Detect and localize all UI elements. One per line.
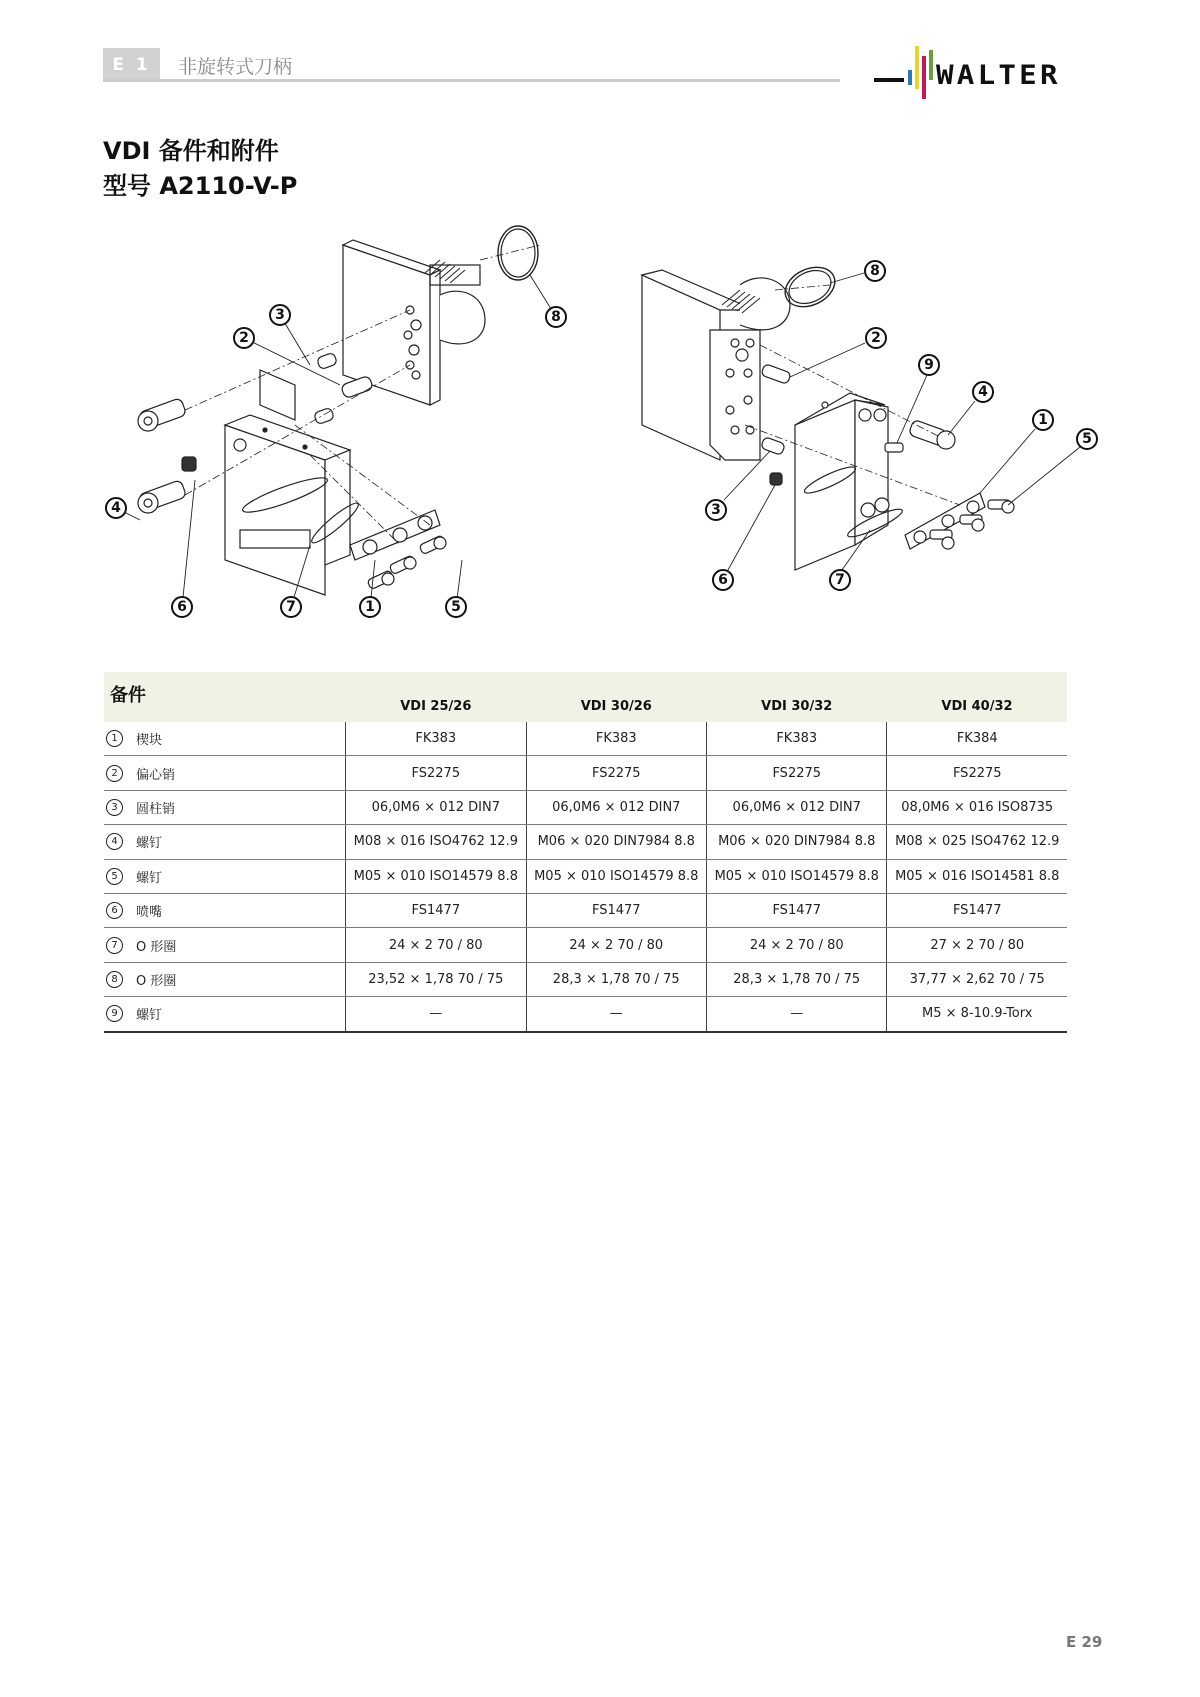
callout-marker: 5 — [445, 596, 467, 618]
part-label-cell — [104, 722, 346, 756]
part-label-cell — [104, 825, 346, 859]
callout-marker: 3 — [705, 499, 727, 521]
section-title: 非旋转式刀柄 — [178, 56, 293, 78]
part-label-cell — [104, 997, 346, 1032]
part-name: 螺钉 — [136, 1008, 163, 1024]
callout-marker: 7 — [280, 596, 302, 618]
part-spec-cell: 06,0M6 × 012 DIN7 — [346, 790, 526, 824]
part-spec-cell: FS1477 — [346, 893, 526, 927]
part-spec-cell: 24 × 2 70 / 80 — [707, 928, 887, 962]
table-row — [104, 722, 1067, 756]
table-row — [104, 825, 1067, 859]
column-header: VDI 40/32 — [941, 699, 1013, 714]
part-spec-cell: FK383 — [346, 722, 526, 756]
part-spec-cell: 24 × 2 70 / 80 — [526, 928, 706, 962]
part-spec-cell: FS1477 — [526, 893, 706, 927]
part-number-badge: 2 — [106, 765, 123, 782]
part-name: O 形圈 — [136, 973, 177, 989]
part-spec-cell: 28,3 × 1,78 70 / 75 — [526, 962, 706, 996]
logo-bar-blue — [908, 70, 912, 85]
part-spec-cell: FS1477 — [887, 893, 1067, 927]
callout-marker: 7 — [829, 569, 851, 591]
spare-parts-table — [104, 672, 1067, 1033]
part-spec-cell: — — [707, 997, 887, 1032]
part-number-badge: 8 — [106, 971, 123, 988]
callout-marker: 6 — [712, 569, 734, 591]
part-number-badge: 5 — [106, 868, 123, 885]
page-subtitle: 型号 A2110-V-P — [103, 172, 298, 200]
part-spec-cell: FK383 — [526, 722, 706, 756]
part-spec-cell: M08 × 025 ISO4762 12.9 — [887, 825, 1067, 859]
part-label-cell — [104, 962, 346, 996]
part-name: 螺钉 — [136, 836, 163, 852]
table-row — [104, 997, 1067, 1032]
table-row — [104, 962, 1067, 996]
table-header-row — [104, 672, 1067, 722]
table-row — [104, 859, 1067, 893]
part-spec-cell: 08,0M6 × 016 ISO8735 — [887, 790, 1067, 824]
part-spec-cell: — — [526, 997, 706, 1032]
part-spec-cell: 37,77 × 2,62 70 / 75 — [887, 962, 1067, 996]
part-spec-cell: FS2275 — [887, 756, 1067, 790]
callout-marker: 6 — [171, 596, 193, 618]
part-spec-cell: 28,3 × 1,78 70 / 75 — [707, 962, 887, 996]
part-spec-cell: M06 × 020 DIN7984 8.8 — [526, 825, 706, 859]
table-row — [104, 756, 1067, 790]
logo-wordmark: WALTER — [936, 60, 1061, 91]
part-spec-cell: FK384 — [887, 722, 1067, 756]
page-title: VDI 备件和附件 — [103, 137, 279, 165]
walter-logo — [872, 44, 1102, 104]
logo-bar-green — [929, 50, 933, 80]
part-spec-cell: FS2275 — [526, 756, 706, 790]
logo-bar-magenta — [922, 56, 926, 99]
table-row — [104, 790, 1067, 824]
part-spec-cell: FS1477 — [707, 893, 887, 927]
part-spec-cell: M05 × 016 ISO14581 8.8 — [887, 859, 1067, 893]
part-spec-cell: M5 × 8-10.9-Torx — [887, 997, 1067, 1032]
part-name: 螺钉 — [136, 870, 163, 886]
part-number-badge: 6 — [106, 902, 123, 919]
callout-marker: 1 — [1032, 409, 1054, 431]
callout-marker: 8 — [545, 306, 567, 328]
part-label-cell — [104, 859, 346, 893]
part-number-badge: 7 — [106, 937, 123, 954]
part-label-cell — [104, 893, 346, 927]
part-name: 楔块 — [136, 733, 163, 749]
part-spec-cell: — — [346, 997, 526, 1032]
callout-marker: 8 — [864, 260, 886, 282]
part-name: 喷嘴 — [136, 905, 163, 921]
part-spec-cell: M06 × 020 DIN7984 8.8 — [707, 825, 887, 859]
column-header: VDI 30/32 — [761, 699, 833, 714]
part-spec-cell: 27 × 2 70 / 80 — [887, 928, 1067, 962]
part-spec-cell: FS2275 — [346, 756, 526, 790]
table-row — [104, 893, 1067, 927]
part-spec-cell: M08 × 016 ISO4762 12.9 — [346, 825, 526, 859]
callout-marker: 1 — [359, 596, 381, 618]
callout-marker: 3 — [269, 304, 291, 326]
logo-bar-yellow — [915, 46, 919, 89]
part-spec-cell: 23,52 × 1,78 70 / 75 — [346, 962, 526, 996]
part-label-cell — [104, 756, 346, 790]
part-spec-cell: 06,0M6 × 012 DIN7 — [707, 790, 887, 824]
callout-marker: 2 — [865, 327, 887, 349]
part-spec-cell: FS2275 — [707, 756, 887, 790]
part-spec-cell: FK383 — [707, 722, 887, 756]
part-spec-cell: 06,0M6 × 012 DIN7 — [526, 790, 706, 824]
part-number-badge: 3 — [106, 799, 123, 816]
header-divider — [103, 79, 840, 82]
diagram-left-drawing — [100, 225, 600, 625]
part-name: O 形圈 — [136, 939, 177, 955]
callout-marker: 2 — [233, 327, 255, 349]
part-number-badge: 4 — [106, 833, 123, 850]
part-spec-cell: M05 × 010 ISO14579 8.8 — [526, 859, 706, 893]
logo-dash — [874, 78, 904, 82]
part-number-badge: 9 — [106, 1005, 123, 1022]
table-row — [104, 928, 1067, 962]
part-label-cell — [104, 790, 346, 824]
column-header: VDI 25/26 — [400, 699, 472, 714]
column-header: VDI 30/26 — [580, 699, 652, 714]
table-title: 备件 — [110, 685, 146, 706]
callout-marker: 4 — [105, 497, 127, 519]
part-name: 圆柱销 — [136, 801, 176, 817]
part-spec-cell: M05 × 010 ISO14579 8.8 — [346, 859, 526, 893]
part-label-cell — [104, 928, 346, 962]
callout-marker: 9 — [918, 354, 940, 376]
page-number: E 29 — [1066, 1633, 1103, 1651]
part-spec-cell: M05 × 010 ISO14579 8.8 — [707, 859, 887, 893]
callout-marker: 5 — [1076, 428, 1098, 450]
table-body — [104, 722, 1067, 1032]
part-number-badge: 1 — [106, 730, 123, 747]
part-spec-cell: 24 × 2 70 / 80 — [346, 928, 526, 962]
callout-marker: 4 — [972, 381, 994, 403]
section-code-badge: E 1 — [103, 48, 160, 81]
part-name: 偏心销 — [136, 767, 176, 783]
exploded-diagram-left — [100, 225, 600, 625]
